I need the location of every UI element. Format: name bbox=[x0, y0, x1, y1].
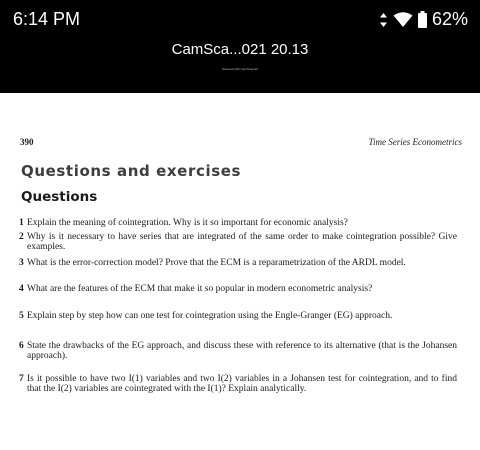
watermark-caption: Scanned with CamScanner bbox=[221, 67, 259, 71]
running-header: Time Series Econometrics bbox=[368, 137, 462, 147]
question-item bbox=[19, 341, 457, 361]
subsection-title: Questions bbox=[21, 189, 98, 205]
wifi-icon bbox=[393, 12, 413, 28]
question-text: Explain step by step how can one test for cointegration using the Engle-Granger (EG) approach. bbox=[27, 311, 393, 321]
battery-icon bbox=[418, 11, 427, 28]
question-text: Explain the meaning of cointegration. Why is it so important for economic analysis? bbox=[27, 218, 348, 228]
question-text: Is it possible to have two I(1) variables and two I(2) variables in a Johansen test for cointegration, and to find that the I(2) variables are cointegrated with the I(1)? Explain analytically. bbox=[27, 374, 457, 394]
question-item bbox=[19, 284, 457, 294]
battery-percent: 62% bbox=[431, 9, 468, 29]
question-item bbox=[19, 258, 457, 268]
status-time: 6:14 PM bbox=[13, 9, 81, 29]
question-number: 6 bbox=[19, 341, 24, 351]
question-item bbox=[19, 374, 457, 394]
question-number: 2 bbox=[19, 232, 24, 242]
section-title: Questions and exercises bbox=[21, 162, 242, 180]
question-text: State the drawbacks of the EG approach, and discuss these with reference to its alternative (that is the Johansen approach). bbox=[27, 341, 457, 361]
document-title[interactable]: CamSca...021 20.13 bbox=[171, 41, 309, 58]
question-item bbox=[19, 218, 457, 228]
data-transfer-icon bbox=[379, 12, 388, 28]
question-number: 1 bbox=[19, 218, 24, 228]
question-number: 5 bbox=[19, 311, 24, 321]
divider bbox=[0, 92, 480, 93]
question-number: 3 bbox=[19, 258, 24, 268]
question-item bbox=[19, 232, 457, 252]
question-text: Why is it necessary to have series that are integrated of the same order to make cointegration possible? Give examples. bbox=[27, 232, 457, 252]
status-icons bbox=[379, 9, 468, 30]
question-item bbox=[19, 311, 457, 321]
question-text: What is the error-correction model? Prove that the ECM is a reparametrization of the ARDL model. bbox=[27, 258, 406, 268]
question-text: What are the features of the ECM that make it so popular in modern econometric analysis? bbox=[27, 284, 373, 294]
question-number: 4 bbox=[19, 284, 24, 294]
top-bar bbox=[0, 0, 480, 92]
page-number: 390 bbox=[20, 137, 34, 147]
question-number: 7 bbox=[19, 374, 24, 384]
